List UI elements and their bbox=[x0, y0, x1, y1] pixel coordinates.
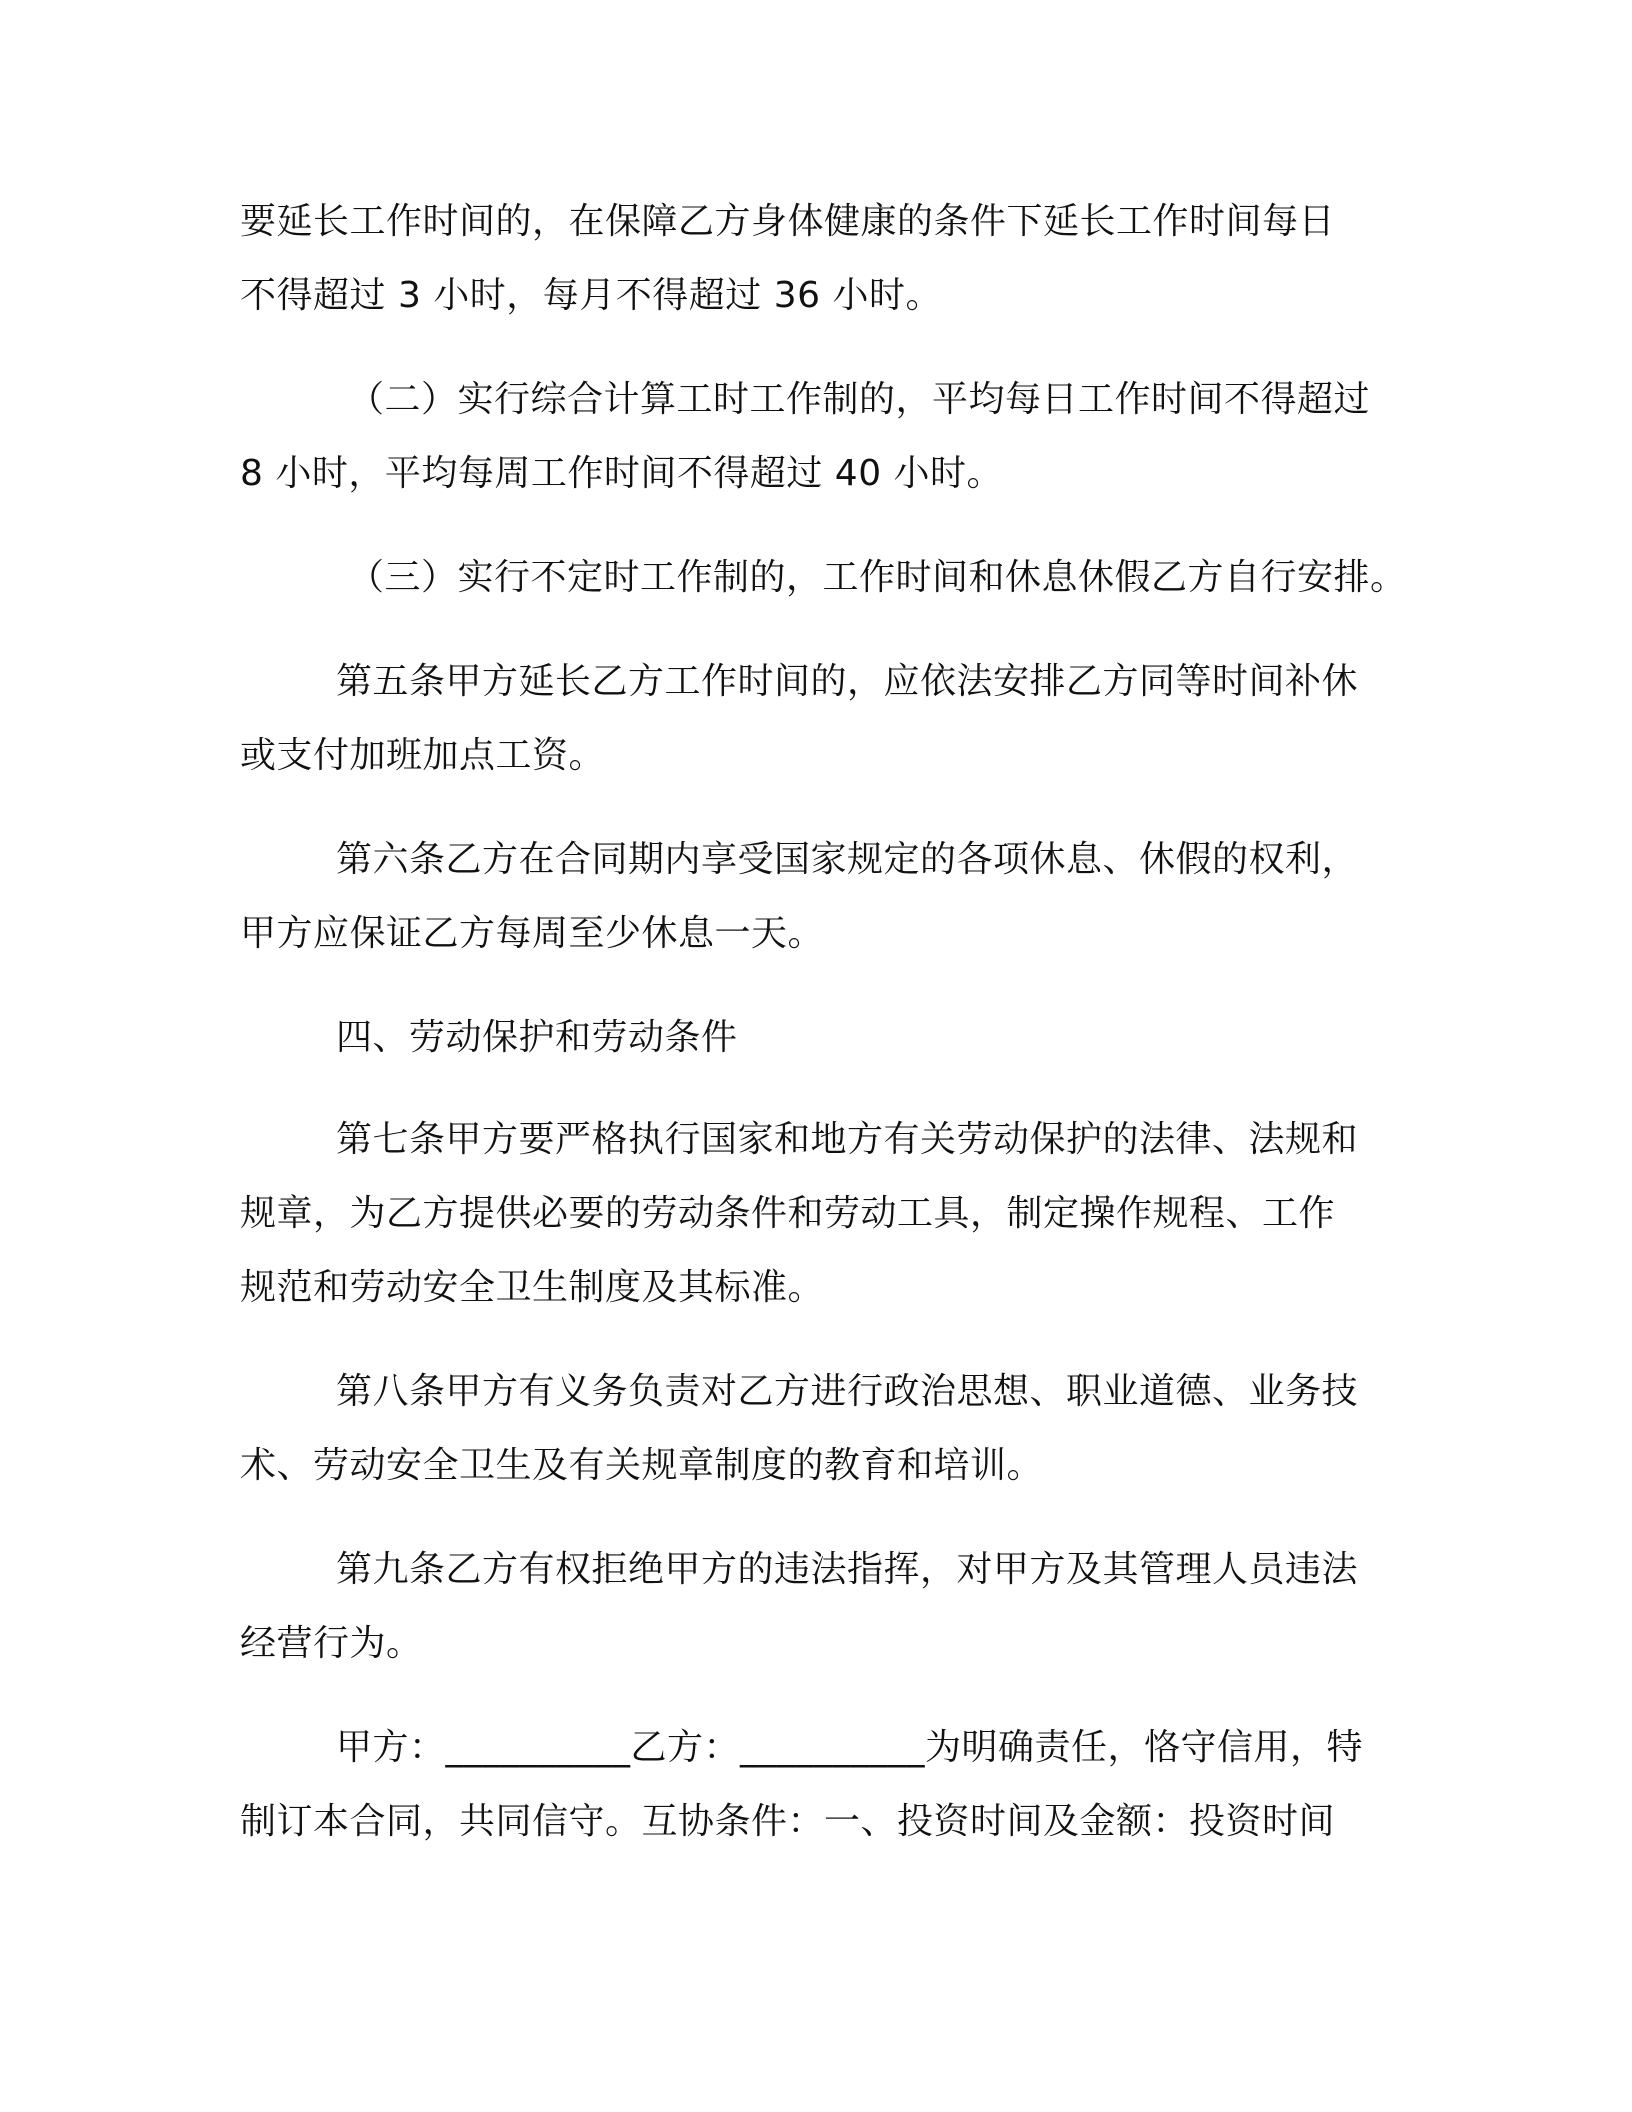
text-line: 规章，为乙方提供必要的劳动条件和劳动工具，制定操作规程、工作 bbox=[240, 1193, 1336, 1234]
text-line: （三）实行不定时工作制的，工作时间和休息休假乙方自行安排。 bbox=[348, 557, 1407, 598]
text-line: （二）实行综合计算工时工作制的，平均每日工作时间不得超过 bbox=[348, 379, 1371, 420]
text-line: 不得超过 3 小时，每月不得超过 36 小时。 bbox=[240, 275, 942, 316]
text-line: 甲方应保证乙方每周至少休息一天。 bbox=[240, 913, 825, 954]
text-line: 或支付加班加点工资。 bbox=[240, 735, 606, 776]
text-line: 经营行为。 bbox=[240, 1623, 423, 1664]
text-line: 术、劳动安全卫生及有关规章制度的教育和培训。 bbox=[240, 1445, 1044, 1486]
text-line: 第五条甲方延长乙方工作时间的，应依法安排乙方同等时间补休 bbox=[336, 661, 1359, 702]
text-line: 制订本合同，共同信守。互协条件：一、投资时间及金额：投资时间 bbox=[240, 1801, 1336, 1842]
text-line: 第七条甲方要严格执行国家和地方有关劳动保护的法律、法规和 bbox=[336, 1119, 1359, 1160]
text-line: 第六条乙方在合同期内享受国家规定的各项休息、休假的权利， bbox=[336, 839, 1359, 880]
text-line: 8 小时，平均每周工作时间不得超过 40 小时。 bbox=[240, 453, 1004, 494]
text-line: 第八条甲方有义务负责对乙方进行政治思想、职业道德、业务技 bbox=[336, 1371, 1359, 1412]
section-heading: 四、劳动保护和劳动条件 bbox=[336, 1017, 738, 1058]
text-line: 要延长工作时间的，在保障乙方身体健康的条件下延长工作时间每日 bbox=[240, 201, 1336, 242]
text-line: 第九条乙方有权拒绝甲方的违法指挥，对甲方及其管理人员违法 bbox=[336, 1549, 1359, 1590]
text-line: 规范和劳动安全卫生制度及其标准。 bbox=[240, 1267, 825, 1308]
text-line: 甲方：__________乙方：__________为明确责任，恪守信用，特 bbox=[336, 1727, 1364, 1768]
